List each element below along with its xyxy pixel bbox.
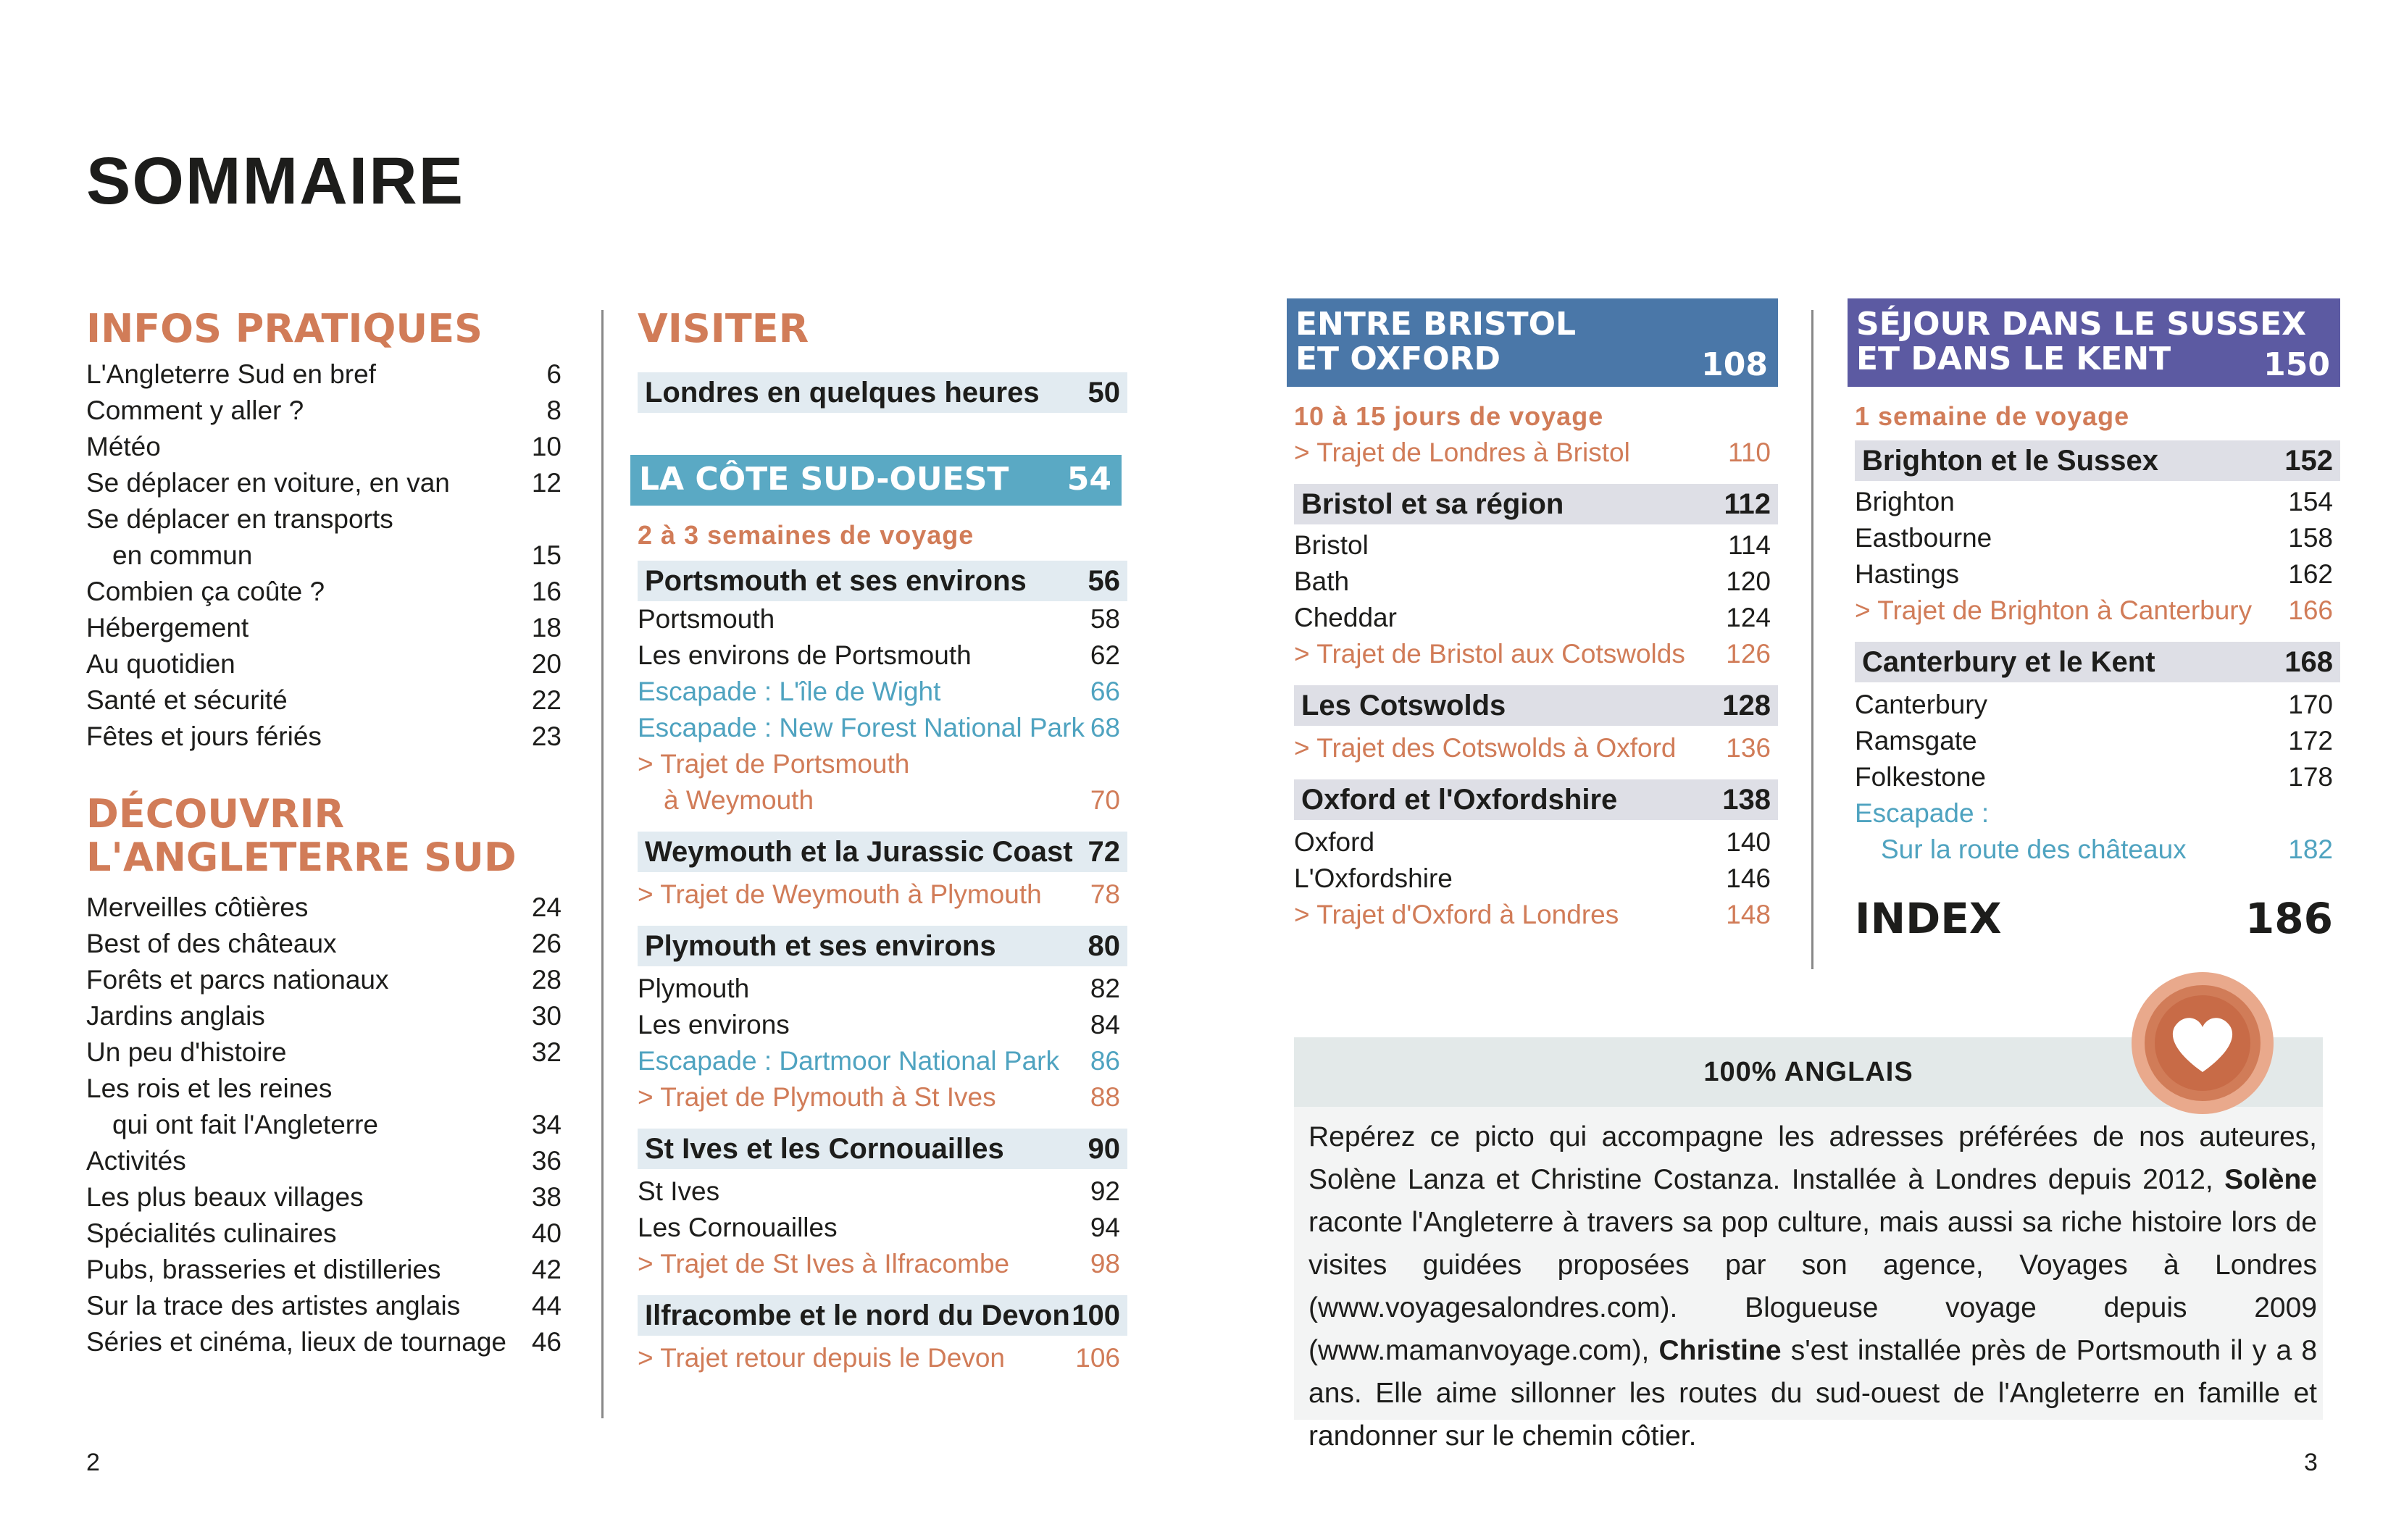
column-sussex xyxy=(1848,298,2340,947)
toc-entry[interactable] xyxy=(1855,484,2340,520)
toc-entry[interactable] xyxy=(638,1043,1127,1079)
toc-entry-label: > Trajet de Plymouth à St Ives xyxy=(638,1082,996,1112)
toc-entry-page: 126 xyxy=(1726,639,1771,669)
toc-entry-page: 20 xyxy=(531,649,562,679)
toc-entry-label: Météo xyxy=(86,432,161,461)
toc-entry-label: Spécialités culinaires xyxy=(86,1218,337,1248)
toc-entry[interactable] xyxy=(86,1143,569,1179)
toc-entry[interactable] xyxy=(86,962,569,998)
toc-entry-label: Eastbourne xyxy=(1855,523,1992,553)
toc-entry-page: 106 xyxy=(1075,1343,1120,1373)
column-divider xyxy=(601,310,604,1418)
band-label: Les Cotswolds xyxy=(1301,690,1506,721)
band-page: 50 xyxy=(1088,377,1120,409)
toc-entry-page: 136 xyxy=(1726,733,1771,763)
toc-entry[interactable] xyxy=(1294,897,1778,933)
bristol-intro-list xyxy=(1287,435,1778,471)
section-band-brighton[interactable] xyxy=(1855,440,2340,481)
toc-entry-label: St Ives xyxy=(638,1176,720,1206)
toc-entry-page: 158 xyxy=(2288,523,2333,553)
toc-entry-label: Les environs xyxy=(638,1010,790,1039)
toc-entry-page: 68 xyxy=(1090,713,1120,742)
band-label: Weymouth et la Jurassic Coast xyxy=(645,836,1073,868)
section-band-stives[interactable] xyxy=(638,1129,1127,1169)
toc-entry-page: 24 xyxy=(531,892,562,922)
toc-entry-label: Se déplacer en transports xyxy=(86,504,393,534)
band-page: 100 xyxy=(1072,1300,1120,1331)
toc-entry-label: Cheddar xyxy=(1294,603,1397,632)
section-band-cotswolds[interactable] xyxy=(1294,685,1778,726)
toc-entry-page: 18 xyxy=(531,613,562,643)
toc-entry[interactable] xyxy=(638,674,1127,710)
band-page: 128 xyxy=(1722,690,1771,721)
toc-entry[interactable] xyxy=(1294,600,1778,636)
page-title: SOMMAIRE xyxy=(86,144,464,218)
toc-entry[interactable] xyxy=(638,710,1127,746)
duration-label: 2 à 3 semaines de voyage xyxy=(638,520,974,550)
index-label: INDEX xyxy=(1855,894,2002,943)
toc-entry[interactable] xyxy=(638,601,1127,637)
toc-entry-label: Pubs, brasseries et distilleries xyxy=(86,1255,441,1284)
toc-entry-page: 70 xyxy=(1090,785,1120,815)
toc-entry[interactable] xyxy=(638,1079,1127,1116)
toc-entry-page: 88 xyxy=(1090,1082,1120,1112)
toc-entry[interactable] xyxy=(1294,824,1778,861)
toc-entry[interactable] xyxy=(86,429,569,465)
toc-entry-page: 182 xyxy=(2288,834,2333,864)
toc-entry[interactable] xyxy=(1855,520,2340,556)
toc-entry-label: Plymouth xyxy=(638,974,750,1003)
toc-entry-label: Bath xyxy=(1294,566,1350,596)
toc-entry-label: > Trajet de St Ives à Ilfracombe xyxy=(638,1249,1010,1279)
toc-entry[interactable] xyxy=(86,574,569,610)
infos-heading: INFOS PRATIQUES xyxy=(86,306,483,351)
author-name: Christine xyxy=(1658,1335,1782,1366)
toc-entry[interactable] xyxy=(1855,723,2340,759)
toc-entry-label: > Trajet retour depuis le Devon xyxy=(638,1343,1005,1373)
band-page: 112 xyxy=(1724,488,1771,520)
toc-entry-page: 58 xyxy=(1090,604,1120,634)
band-label: Londres en quelques heures xyxy=(645,377,1040,409)
band-page: 90 xyxy=(1088,1133,1120,1165)
toc-entry[interactable] xyxy=(86,501,569,537)
toc-entry-label: Se déplacer en voiture, en van xyxy=(86,468,450,498)
toc-entry-label: Merveilles côtières xyxy=(86,892,309,922)
toc-entry-label: L'Angleterre Sud en bref xyxy=(86,359,376,389)
toc-entry-label: Les environs de Portsmouth xyxy=(638,640,972,670)
region-label-line2: ET DANS LE KENT xyxy=(1856,340,2171,377)
infos-list xyxy=(86,356,569,755)
plymouth-list xyxy=(638,971,1127,1116)
toc-entry-page: 84 xyxy=(1090,1010,1120,1039)
band-label: Canterbury et le Kent xyxy=(1862,646,2155,678)
band-page: 72 xyxy=(1088,836,1120,868)
toc-entry-label: Canterbury xyxy=(1855,690,1988,719)
toc-entry-label: en commun xyxy=(112,540,253,570)
section-band-londres[interactable] xyxy=(638,372,1127,413)
toc-entry-page: 32 xyxy=(531,1037,562,1067)
band-label: Brighton et le Sussex xyxy=(1862,445,2158,477)
toc-entry-page: 82 xyxy=(1090,974,1120,1003)
toc-entry-label: Fêtes et jours fériés xyxy=(86,721,322,751)
toc-entry-label: Comment y aller ? xyxy=(86,396,304,425)
toc-entry-page: 44 xyxy=(531,1291,562,1321)
bristol-region-list xyxy=(1287,527,1778,672)
toc-entry-page: 146 xyxy=(1726,863,1771,893)
region-page: 150 xyxy=(2263,346,2330,383)
region-label-line1: SÉJOUR DANS LE SUSSEX xyxy=(1856,306,2307,343)
toc-entry[interactable] xyxy=(638,876,1127,913)
column-bristol xyxy=(1287,298,1778,933)
brighton-list xyxy=(1848,484,2340,629)
toc-entry-page: 148 xyxy=(1726,900,1771,929)
anglais-text xyxy=(1308,1116,2317,1457)
toc-entry[interactable] xyxy=(86,926,569,962)
toc-entry-page: 162 xyxy=(2288,559,2333,589)
toc-entry-page: 166 xyxy=(2288,595,2333,625)
toc-entry-label: Escapade : xyxy=(1855,798,1990,828)
toc-entry[interactable] xyxy=(1855,556,2340,593)
toc-entry-page: 124 xyxy=(1726,603,1771,632)
toc-entry-label: Activités xyxy=(86,1146,186,1176)
toc-entry-label: Combien ça coûte ? xyxy=(86,577,325,606)
toc-entry[interactable] xyxy=(86,393,569,429)
toc-entry[interactable] xyxy=(1294,636,1778,672)
column-infos xyxy=(86,307,569,1360)
toc-entry-label: à Weymouth xyxy=(664,785,814,815)
toc-entry-label: Bristol xyxy=(1294,530,1369,560)
toc-entry-page: 40 xyxy=(531,1218,562,1248)
toc-entry[interactable] xyxy=(1855,832,2340,868)
author-name: Solène xyxy=(2224,1164,2317,1195)
band-label: Oxford et l'Oxfordshire xyxy=(1301,784,1618,816)
column-visiter xyxy=(638,307,1127,1376)
column-divider xyxy=(1811,310,1813,969)
anglais-heading: 100% ANGLAIS xyxy=(1294,1037,2323,1107)
section-band-portsmouth[interactable] xyxy=(638,561,1127,601)
toc-entry-label: Les plus beaux villages xyxy=(86,1182,364,1212)
toc-entry-label: Hébergement xyxy=(86,613,249,643)
toc-entry[interactable] xyxy=(1294,435,1778,471)
toc-entry-label: Sur la trace des artistes anglais xyxy=(86,1291,461,1321)
cotswolds-list xyxy=(1287,730,1778,766)
toc-entry-label: Séries et cinéma, lieux de tournage xyxy=(86,1327,507,1357)
toc-entry-page: 120 xyxy=(1726,566,1771,596)
toc-entry-page: 46 xyxy=(531,1327,562,1357)
duration-label: 10 à 15 jours de voyage xyxy=(1294,401,1604,431)
section-band-canterbury[interactable] xyxy=(1855,642,2340,682)
toc-entry[interactable] xyxy=(638,746,1127,782)
band-label: Portsmouth et ses environs xyxy=(645,565,1027,597)
toc-entry[interactable] xyxy=(1855,795,2340,832)
anglais-text-part: s'est installée près de Portsmouth il y a 8 ans. Elle aime sillonner les routes du sud-ouest de l'Angleterre en famille et randonner sur le chemin côtier. xyxy=(1308,1335,2318,1452)
toc-entry[interactable] xyxy=(86,646,569,682)
toc-entry-page: 23 xyxy=(531,721,562,751)
section-band-weymouth[interactable] xyxy=(638,832,1127,872)
toc-entry[interactable] xyxy=(86,1324,569,1360)
toc-entry-page: 28 xyxy=(531,965,562,995)
toc-entry-page: 6 xyxy=(546,359,562,389)
anglais-text-part: raconte l'Angleterre à travers sa pop culture, mais aussi sa riche histoire lors de visites guidées proposées par son agence, Voyages à Londres (www.voyagesalondres.com). Blogueuse voyage depuis 2009 (www.mamanvoyage.com), xyxy=(1308,1207,2317,1366)
toc-entry[interactable] xyxy=(638,637,1127,674)
band-label: Bristol et sa région xyxy=(1301,488,1564,520)
band-page: 152 xyxy=(2284,445,2333,477)
toc-entry-label: Brighton xyxy=(1855,487,1955,516)
toc-entry[interactable] xyxy=(86,356,569,393)
section-band-oxford[interactable] xyxy=(1294,779,1778,820)
toc-entry-page: 42 xyxy=(531,1255,562,1284)
decouvrir-heading-line2: L'ANGLETERRE SUD xyxy=(86,834,517,880)
toc-entry[interactable] xyxy=(86,719,569,755)
toc-entry-page: 22 xyxy=(531,685,562,715)
index-page: 186 xyxy=(2245,894,2333,943)
region-header-sussex[interactable] xyxy=(1848,298,2340,387)
toc-entry-label: Escapade : New Forest National Park xyxy=(638,713,1085,742)
toc-entry[interactable] xyxy=(86,537,569,574)
band-page: 138 xyxy=(1722,784,1771,816)
toc-entry-page: 30 xyxy=(531,1001,562,1031)
toc-entry-page: 66 xyxy=(1090,677,1120,706)
toc-entry-label: > Trajet de Brighton à Canterbury xyxy=(1855,595,2253,625)
weymouth-list xyxy=(638,876,1127,913)
toc-entry[interactable] xyxy=(86,1179,569,1215)
toc-entry[interactable] xyxy=(638,1340,1127,1376)
portsmouth-list xyxy=(638,601,1127,819)
decouvrir-heading-line1: DÉCOUVRIR xyxy=(86,791,345,837)
toc-entry[interactable] xyxy=(1855,593,2340,629)
toc-entry-label: Les Cornouailles xyxy=(638,1213,838,1242)
toc-entry-page: 62 xyxy=(1090,640,1120,670)
toc-entry[interactable] xyxy=(86,682,569,719)
toc-entry-label: Un peu d'histoire xyxy=(86,1037,287,1067)
toc-entry[interactable] xyxy=(1855,759,2340,795)
toc-entry[interactable] xyxy=(638,1246,1127,1282)
section-band-plymouth[interactable] xyxy=(638,926,1127,966)
toc-entry-page: 170 xyxy=(2288,690,2333,719)
toc-entry[interactable] xyxy=(638,971,1127,1007)
toc-entry[interactable] xyxy=(86,1034,569,1071)
toc-entry[interactable] xyxy=(86,1107,569,1143)
toc-entry[interactable] xyxy=(86,890,569,926)
region-page: 54 xyxy=(1066,461,1111,498)
toc-entry-label: Les rois et les reines xyxy=(86,1074,333,1103)
stives-list xyxy=(638,1173,1127,1282)
toc-entry-page: 114 xyxy=(1728,530,1771,560)
toc-entry-label: > Trajet de Weymouth à Plymouth xyxy=(638,879,1042,909)
toc-entry-label: Au quotidien xyxy=(86,649,235,679)
toc-entry-page: 98 xyxy=(1090,1249,1120,1279)
toc-entry-page: 172 xyxy=(2288,726,2333,756)
region-label-line1: ENTRE BRISTOL xyxy=(1295,306,1577,343)
toc-entry[interactable] xyxy=(638,1173,1127,1210)
toc-entry[interactable] xyxy=(86,1252,569,1288)
toc-entry-page: 36 xyxy=(531,1146,562,1176)
region-header-cote-sud-ouest[interactable] xyxy=(630,455,1122,506)
toc-entry[interactable] xyxy=(86,610,569,646)
toc-entry-label: > Trajet de Bristol aux Cotswolds xyxy=(1294,639,1685,669)
toc-entry-page: 92 xyxy=(1090,1176,1120,1206)
region-label: LA CÔTE SUD-OUEST xyxy=(639,461,1009,498)
toc-entry-page: 78 xyxy=(1090,879,1120,909)
toc-entry-label: Folkestone xyxy=(1855,762,1986,792)
toc-entry[interactable] xyxy=(86,1215,569,1252)
decouvrir-heading xyxy=(86,792,569,879)
band-page: 168 xyxy=(2284,646,2333,678)
band-label: Ilfracombe et le nord du Devon xyxy=(645,1300,1070,1331)
index-entry[interactable] xyxy=(1855,890,2340,947)
region-label-line2: ET OXFORD xyxy=(1295,340,1501,377)
oxford-list xyxy=(1287,824,1778,933)
band-page: 56 xyxy=(1088,565,1120,597)
toc-entry-page: 10 xyxy=(531,432,562,461)
visiter-heading: VISITER xyxy=(638,306,809,351)
section-band-ilfracombe[interactable] xyxy=(638,1295,1127,1336)
duration-label: 1 semaine de voyage xyxy=(1855,401,2130,431)
toc-entry-page: 34 xyxy=(531,1110,562,1139)
toc-entry-label: Ramsgate xyxy=(1855,726,1977,756)
band-label: St Ives et les Cornouailles xyxy=(645,1133,1004,1165)
toc-entry[interactable] xyxy=(1294,564,1778,600)
toc-entry-page: 94 xyxy=(1090,1213,1120,1242)
toc-entry-page: 8 xyxy=(546,396,562,425)
toc-entry[interactable] xyxy=(86,465,569,501)
toc-entry-label: Forêts et parcs nationaux xyxy=(86,965,389,995)
toc-entry-page: 86 xyxy=(1090,1046,1120,1076)
toc-entry-page: 38 xyxy=(531,1182,562,1212)
toc-entry-label: Portsmouth xyxy=(638,604,775,634)
region-header-bristol[interactable] xyxy=(1287,298,1778,387)
section-band-bristol-region[interactable] xyxy=(1294,484,1778,524)
toc-entry[interactable] xyxy=(86,998,569,1034)
canterbury-list xyxy=(1848,687,2340,868)
toc-entry-label: Hastings xyxy=(1855,559,1959,589)
decouvrir-list xyxy=(86,890,569,1360)
toc-entry-label: Sur la route des châteaux xyxy=(1881,834,2187,864)
toc-entry[interactable] xyxy=(638,1210,1127,1246)
toc-entry[interactable] xyxy=(1294,730,1778,766)
toc-entry-page: 140 xyxy=(1726,827,1771,857)
toc-entry-label: Escapade : L'île de Wight xyxy=(638,677,941,706)
toc-entry-label: Best of des châteaux xyxy=(86,929,337,958)
page-number-right: 3 xyxy=(2304,1449,2318,1476)
toc-entry-label: qui ont fait l'Angleterre xyxy=(112,1110,379,1139)
toc-entry-label: Escapade : Dartmoor National Park xyxy=(638,1046,1059,1076)
band-page: 80 xyxy=(1088,930,1120,962)
toc-entry-page: 110 xyxy=(1728,438,1771,467)
page-number-left: 2 xyxy=(86,1449,100,1476)
toc-entry[interactable] xyxy=(1294,527,1778,564)
heart-icon xyxy=(2130,971,2275,1116)
toc-entry-label: > Trajet des Cotswolds à Oxford xyxy=(1294,733,1677,763)
toc-entry-label: L'Oxfordshire xyxy=(1294,863,1453,893)
toc-entry-page: 178 xyxy=(2288,762,2333,792)
toc-entry-page: 154 xyxy=(2288,487,2333,516)
toc-entry[interactable] xyxy=(638,782,1127,819)
toc-entry[interactable] xyxy=(638,1007,1127,1043)
toc-entry[interactable] xyxy=(86,1071,569,1107)
toc-entry-label: Santé et sécurité xyxy=(86,685,288,715)
toc-entry-label: Oxford xyxy=(1294,827,1375,857)
anglais-text-part: Repérez ce picto qui accompagne les adresses préférées de nos auteures, Solène Lanza et Christine Costanza. Installée à Londres depuis 2012, xyxy=(1308,1121,2317,1195)
toc-entry-page: 15 xyxy=(531,540,562,570)
region-page: 108 xyxy=(1701,346,1768,383)
toc-entry-label: > Trajet de Portsmouth xyxy=(638,749,910,779)
toc-entry[interactable] xyxy=(1294,861,1778,897)
toc-entry-label: > Trajet de Londres à Bristol xyxy=(1294,438,1630,467)
toc-entry-label: Jardins anglais xyxy=(86,1001,265,1031)
toc-entry-page: 12 xyxy=(531,468,562,498)
toc-entry-label: > Trajet d'Oxford à Londres xyxy=(1294,900,1619,929)
band-label: Plymouth et ses environs xyxy=(645,930,996,962)
toc-entry[interactable] xyxy=(1855,687,2340,723)
toc-entry-page: 16 xyxy=(531,577,562,606)
toc-entry-page: 26 xyxy=(531,929,562,958)
ilfracombe-list xyxy=(638,1340,1127,1376)
toc-entry[interactable] xyxy=(86,1288,569,1324)
